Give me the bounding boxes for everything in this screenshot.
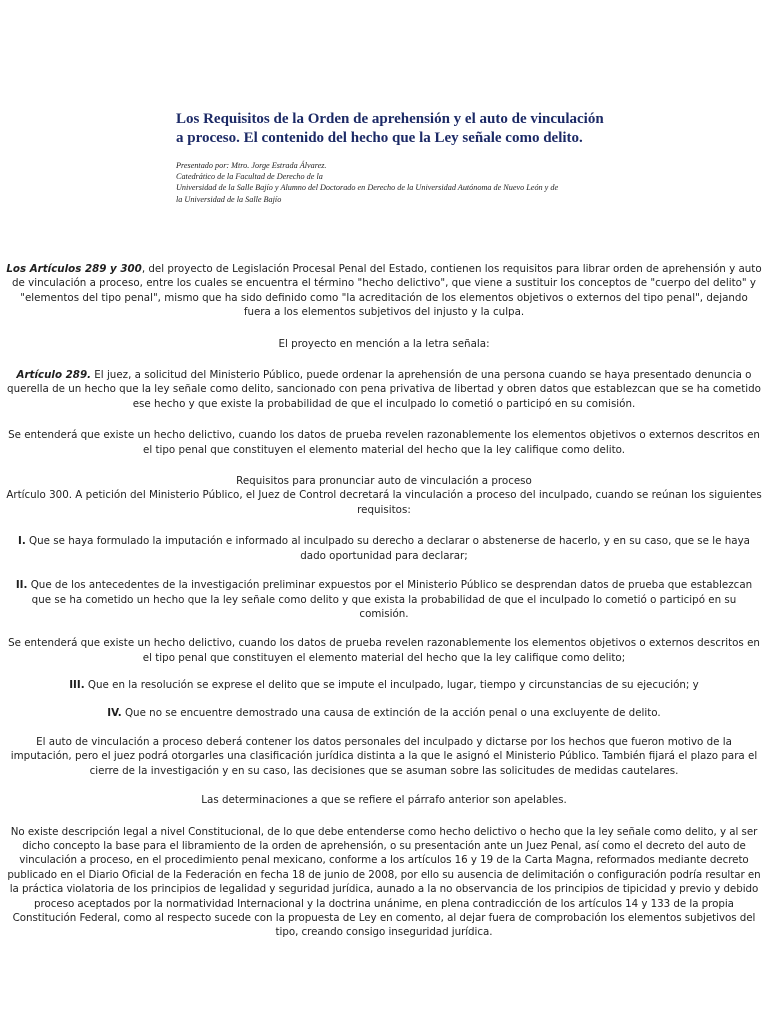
entendera-paragraph-2: Se entenderá que existe un hecho delictivo, cuando los datos de prueba revelen razonablemente los elementos objetivos o externos descritos en el tipo penal que constituyen el elemento material del hecho que la ley califique como delito; — [8, 637, 760, 664]
requirement-item-1 — [6, 534, 762, 563]
entendera-paragraph-1: Se entenderá que existe un hecho delictivo, cuando los datos de prueba revelen razonablemente los elementos objetivos o externos descritos en el tipo penal que constituyen el elemento material del hecho que la ley califique como delito. — [8, 429, 760, 456]
item-text: Que en la resolución se exprese el delito que se impute el inculpado, lugar, tiempo y circunstancias de su ejecución; y — [84, 679, 699, 692]
byline-line: Presentado por: Mtro. Jorge Estrada Álvarez. — [176, 161, 327, 170]
intro-paragraph — [6, 262, 762, 320]
article-289-paragraph — [6, 368, 762, 411]
title-line-1: Los Requisitos de la Orden de aprehensión y el auto de vinculación — [176, 111, 604, 127]
article-289-text: El juez, a solicitud del Ministerio Público, puede ordenar la aprehensión de una persona cuando se haya presentado denuncia o querella de un hecho que la ley señale como delito, sancionado con pena privativa de libertad y obren datos que establezcan que se ha cometido ese hecho y que existe la probabilidad de que el inculpado lo cometió o participó en su comisión. — [7, 369, 761, 410]
proyecto-paragraph: El proyecto en mención a la letra señala: — [278, 337, 490, 350]
requirement-item-4 — [6, 706, 762, 720]
byline-line: la Universidad de la Salle Bajío — [176, 194, 282, 204]
requirement-item-2 — [6, 578, 762, 621]
article-289-lead: Artículo 289. — [16, 369, 92, 382]
document-body — [6, 262, 762, 940]
item-text: Que no se encuentre demostrado una causa de extinción de la acción penal o una excluyente de delito. — [121, 706, 661, 719]
byline-line: Catedrático de la Facultad de Derecho de la — [176, 172, 323, 182]
byline-line: Universidad de la Salle Bajío y Alumno del Doctorado en Derecho de la Universidad Autónoma de Nuevo León y de — [176, 183, 559, 193]
conclusion-paragraph: No existe descripción legal a nivel Constitucional, de lo que debe entenderse como hecho delictivo o hecho que la ley señale como delito, y al ser dicho concepto la base para el libramiento de la orden de aprehensión, o su presentación ante un Juez Penal, así como el decreto del auto de vinculación a proceso, en el procedimiento penal mexicano, conforme a los artículos 16 y 19 de la Carta Magna, reformados mediante decreto publicado en el Diario Oficial de la Federación en fecha 18 de junio de 2008, por ello su ausencia de delimitación o configuración podría resultar en la práctica violatoria de los principios de legalidad y seguridad jurídica, aunado a la no observancia de los principios de tipicidad y previo y debido proceso aceptados por la normatividad Internacional y la doctrina unánime, en plena contradicción de los artículos 14 y 133 de la propia Constitución Federal, como al respecto sucede con la propuesta de Ley en comento, al dejar fuera de comprobación los elementos subjetivos del tipo, creando consigo inseguridad jurídica. — [7, 825, 761, 939]
article-300-paragraph: Artículo 300. A petición del Ministerio Público, el Juez de Control decretará la vinculación a proceso del inculpado, cuando se reúnan los siguientes requisitos: — [6, 489, 762, 516]
document-title — [176, 110, 616, 148]
requisitos-heading: Requisitos para pronunciar auto de vinculación a proceso — [236, 475, 532, 488]
determinaciones-paragraph: Las determinaciones a que se refiere el párrafo anterior son apelables. — [201, 794, 567, 807]
auto-paragraph: El auto de vinculación a proceso deberá contener los datos personales del inculpado y dictarse por los hechos que fueron motivo de la imputación, pero el juez podrá otorgarles una clasificación jurídica distinta a la que le asignó el Ministerio Público. También fijará el plazo para el cierre de la investigación y en su caso, las decisiones que se asuman sobre las solicitudes de medidas cautelares. — [10, 735, 758, 777]
title-line-2: a proceso. El contenido del hecho que la Ley señale como delito. — [176, 130, 583, 146]
item-numeral: I. — [18, 535, 26, 548]
item-numeral: II. — [15, 579, 28, 592]
intro-text: , del proyecto de Legislación Procesal Penal del Estado, contienen los requisitos para librar orden de aprehensión y auto de vinculación a proceso, entre los cuales se encuentra el término "hecho delictivo", que viene a sustituir los conceptos de "cuerpo del delito" y "elementos del tipo penal", mismo que ha sido definido como "la acreditación de los elementos objetivos o externos del tipo penal", dejando fuera a los elementos subjetivos del injusto y la culpa. — [11, 263, 762, 319]
intro-lead: Los Artículos 289 y 300 — [6, 263, 142, 275]
item-numeral: III. — [69, 679, 85, 692]
item-text: Que se haya formulado la imputación e informado al inculpado su derecho a declarar o abstenerse de hacerlo, y en su caso, que se le haya dado oportunidad para declarar; — [25, 535, 750, 562]
item-numeral: IV. — [107, 706, 122, 719]
requirement-item-3 — [6, 678, 762, 692]
item-text: Que de los antecedentes de la investigación preliminar expuestos por el Ministerio Público se desprendan datos de prueba que establezcan que se ha cometido un hecho que la ley señale como delito y que exista la probabilidad de que el inculpado lo cometió o participó en su comisión. — [27, 579, 753, 620]
author-byline — [176, 160, 616, 205]
document-header — [176, 110, 616, 205]
